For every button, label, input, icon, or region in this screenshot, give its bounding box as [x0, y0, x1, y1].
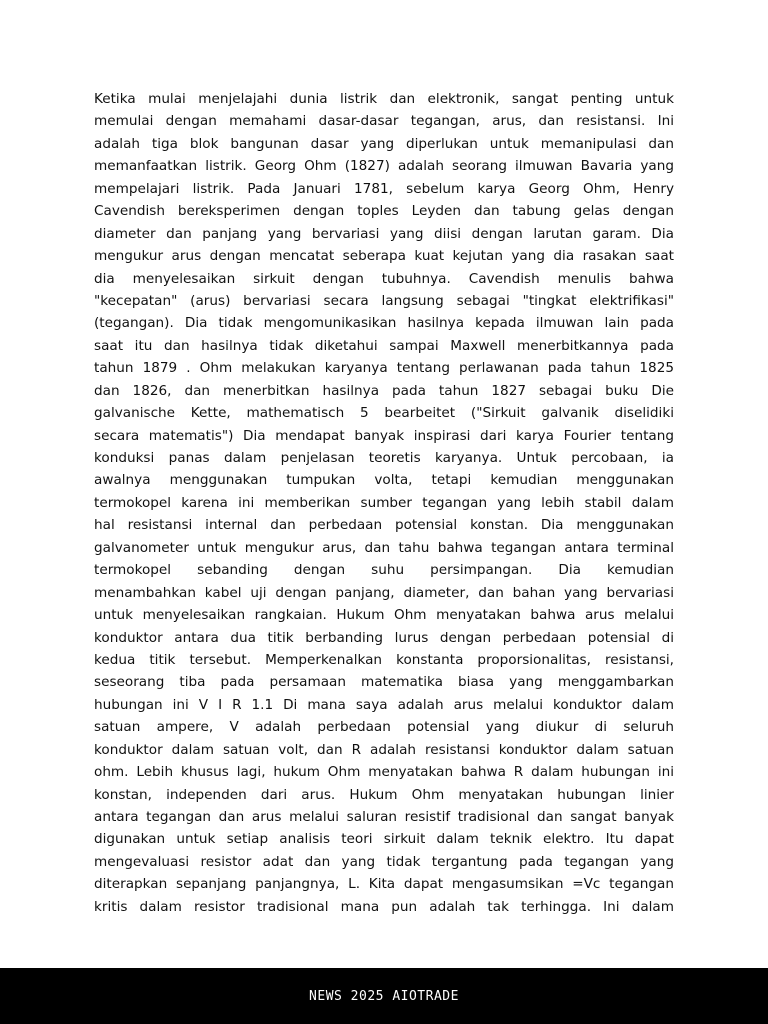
text-line: galvanometer untuk mengukur arus, dan tahu bahwa tegangan antara terminal [94, 539, 674, 556]
text-line: Ketika mulai menjelajahi dunia listrik dan elektronik, sangat penting untuk [94, 91, 674, 107]
text-line: konduksi panas dalam penjelasan teoretis karyanya. Untuk percobaan, ia [94, 450, 674, 466]
text-line: diameter dan panjang yang bervariasi yang diisi dengan larutan garam. Dia [94, 225, 674, 242]
text-line: hubungan ini V I R 1.1 Di mana saya adalah arus melalui konduktor dalam [94, 696, 674, 713]
text-line: konduktor dalam satuan volt, dan R adalah resistansi konduktor dalam satuan [94, 741, 674, 758]
text-line: saat itu dan hasilnya tidak diketahui sampai Maxwell menerbitkannya pada [94, 337, 674, 354]
text-line: satuan ampere, V adalah perbedaan potensial yang diukur di seluruh [94, 719, 674, 736]
text-line: awalnya menggunakan tumpukan volta, tetapi kemudian menggunakan [94, 472, 674, 489]
text-line: "kecepatan" (arus) bervariasi secara langsung sebagai "tingkat elektrifikasi" [94, 292, 674, 309]
text-line: antara tegangan dan arus melalui saluran resistif tradisional dan sangat banyak [94, 809, 674, 825]
text-line: memanfaatkan listrik. Georg Ohm (1827) adalah seorang ilmuwan Bavaria yang [94, 158, 674, 175]
text-line: kritis dalam resistor tradisional mana pun adalah tak terhingga. Ini dalam [94, 898, 674, 915]
text-line: mengukur arus dengan mencatat seberapa kuat kejutan yang dia rasakan saat [94, 248, 674, 265]
text-line: menambahkan kabel uji dengan panjang, diameter, dan bahan yang bervariasi [94, 584, 674, 601]
text-line: ohm. Lebih khusus lagi, hukum Ohm menyatakan bahwa R dalam hubungan ini [94, 764, 674, 781]
footer-bar [0, 968, 768, 1024]
text-line: memulai dengan memahami dasar-dasar tegangan, arus, dan resistansi. Ini [94, 113, 674, 130]
text-line: mengevaluasi resistor adat dan yang tidak tergantung pada tegangan yang [94, 853, 674, 870]
text-line: hal resistansi internal dan perbedaan potensial konstan. Dia menggunakan [94, 517, 674, 534]
text-line: tahun 1879 . Ohm melakukan karyanya tentang perlawanan pada tahun 1825 [94, 360, 674, 377]
text-line: digunakan untuk setiap analisis teori sirkuit dalam teknik elektro. Itu dapat [94, 831, 674, 848]
text-line: dan 1826, dan menerbitkan hasilnya pada tahun 1827 sebagai buku Die [94, 382, 674, 399]
text-line: termokopel sebanding dengan suhu persimpangan. Dia kemudian [94, 562, 674, 579]
text-line: diterapkan sepanjang panjangnya, L. Kita dapat mengasumsikan =Vc tegangan [94, 876, 674, 893]
text-line: termokopel karena ini memberikan sumber tegangan yang lebih stabil dalam [94, 494, 674, 511]
footer-label: NEWS 2025 AIOTRADE [309, 988, 459, 1004]
text-line: untuk menyelesaikan rangkaian. Hukum Ohm menyatakan bahwa arus melalui [94, 607, 674, 624]
text-line: seseorang tiba pada persamaan matematika biasa yang menggambarkan [94, 674, 674, 691]
text-line: Cavendish bereksperimen dengan toples Leyden dan tabung gelas dengan [94, 203, 674, 220]
text-line: konstan, independen dari arus. Hukum Ohm menyatakan hubungan linier [94, 786, 674, 803]
body-text [94, 88, 674, 918]
text-line: secara matematis") Dia mendapat banyak inspirasi dari karya Fourier tentang [94, 427, 674, 444]
text-line: mempelajari listrik. Pada Januari 1781, sebelum karya Georg Ohm, Henry [94, 180, 674, 197]
text-line: dia menyelesaikan sirkuit dengan tubuhnya. Cavendish menulis bahwa [94, 270, 674, 287]
text-line: (tegangan). Dia tidak mengomunikasikan hasilnya kepada ilmuwan lain pada [94, 315, 674, 332]
text-line: konduktor antara dua titik berbanding lurus dengan perbedaan potensial di [94, 629, 674, 646]
text-line: adalah tiga blok bangunan dasar yang diperlukan untuk memanipulasi dan [94, 135, 674, 152]
text-line: kedua titik tersebut. Memperkenalkan konstanta proporsionalitas, resistansi, [94, 651, 674, 668]
text-line: galvanische Kette, mathematisch 5 bearbeitet ("Sirkuit galvanik diselidiki [94, 405, 674, 422]
